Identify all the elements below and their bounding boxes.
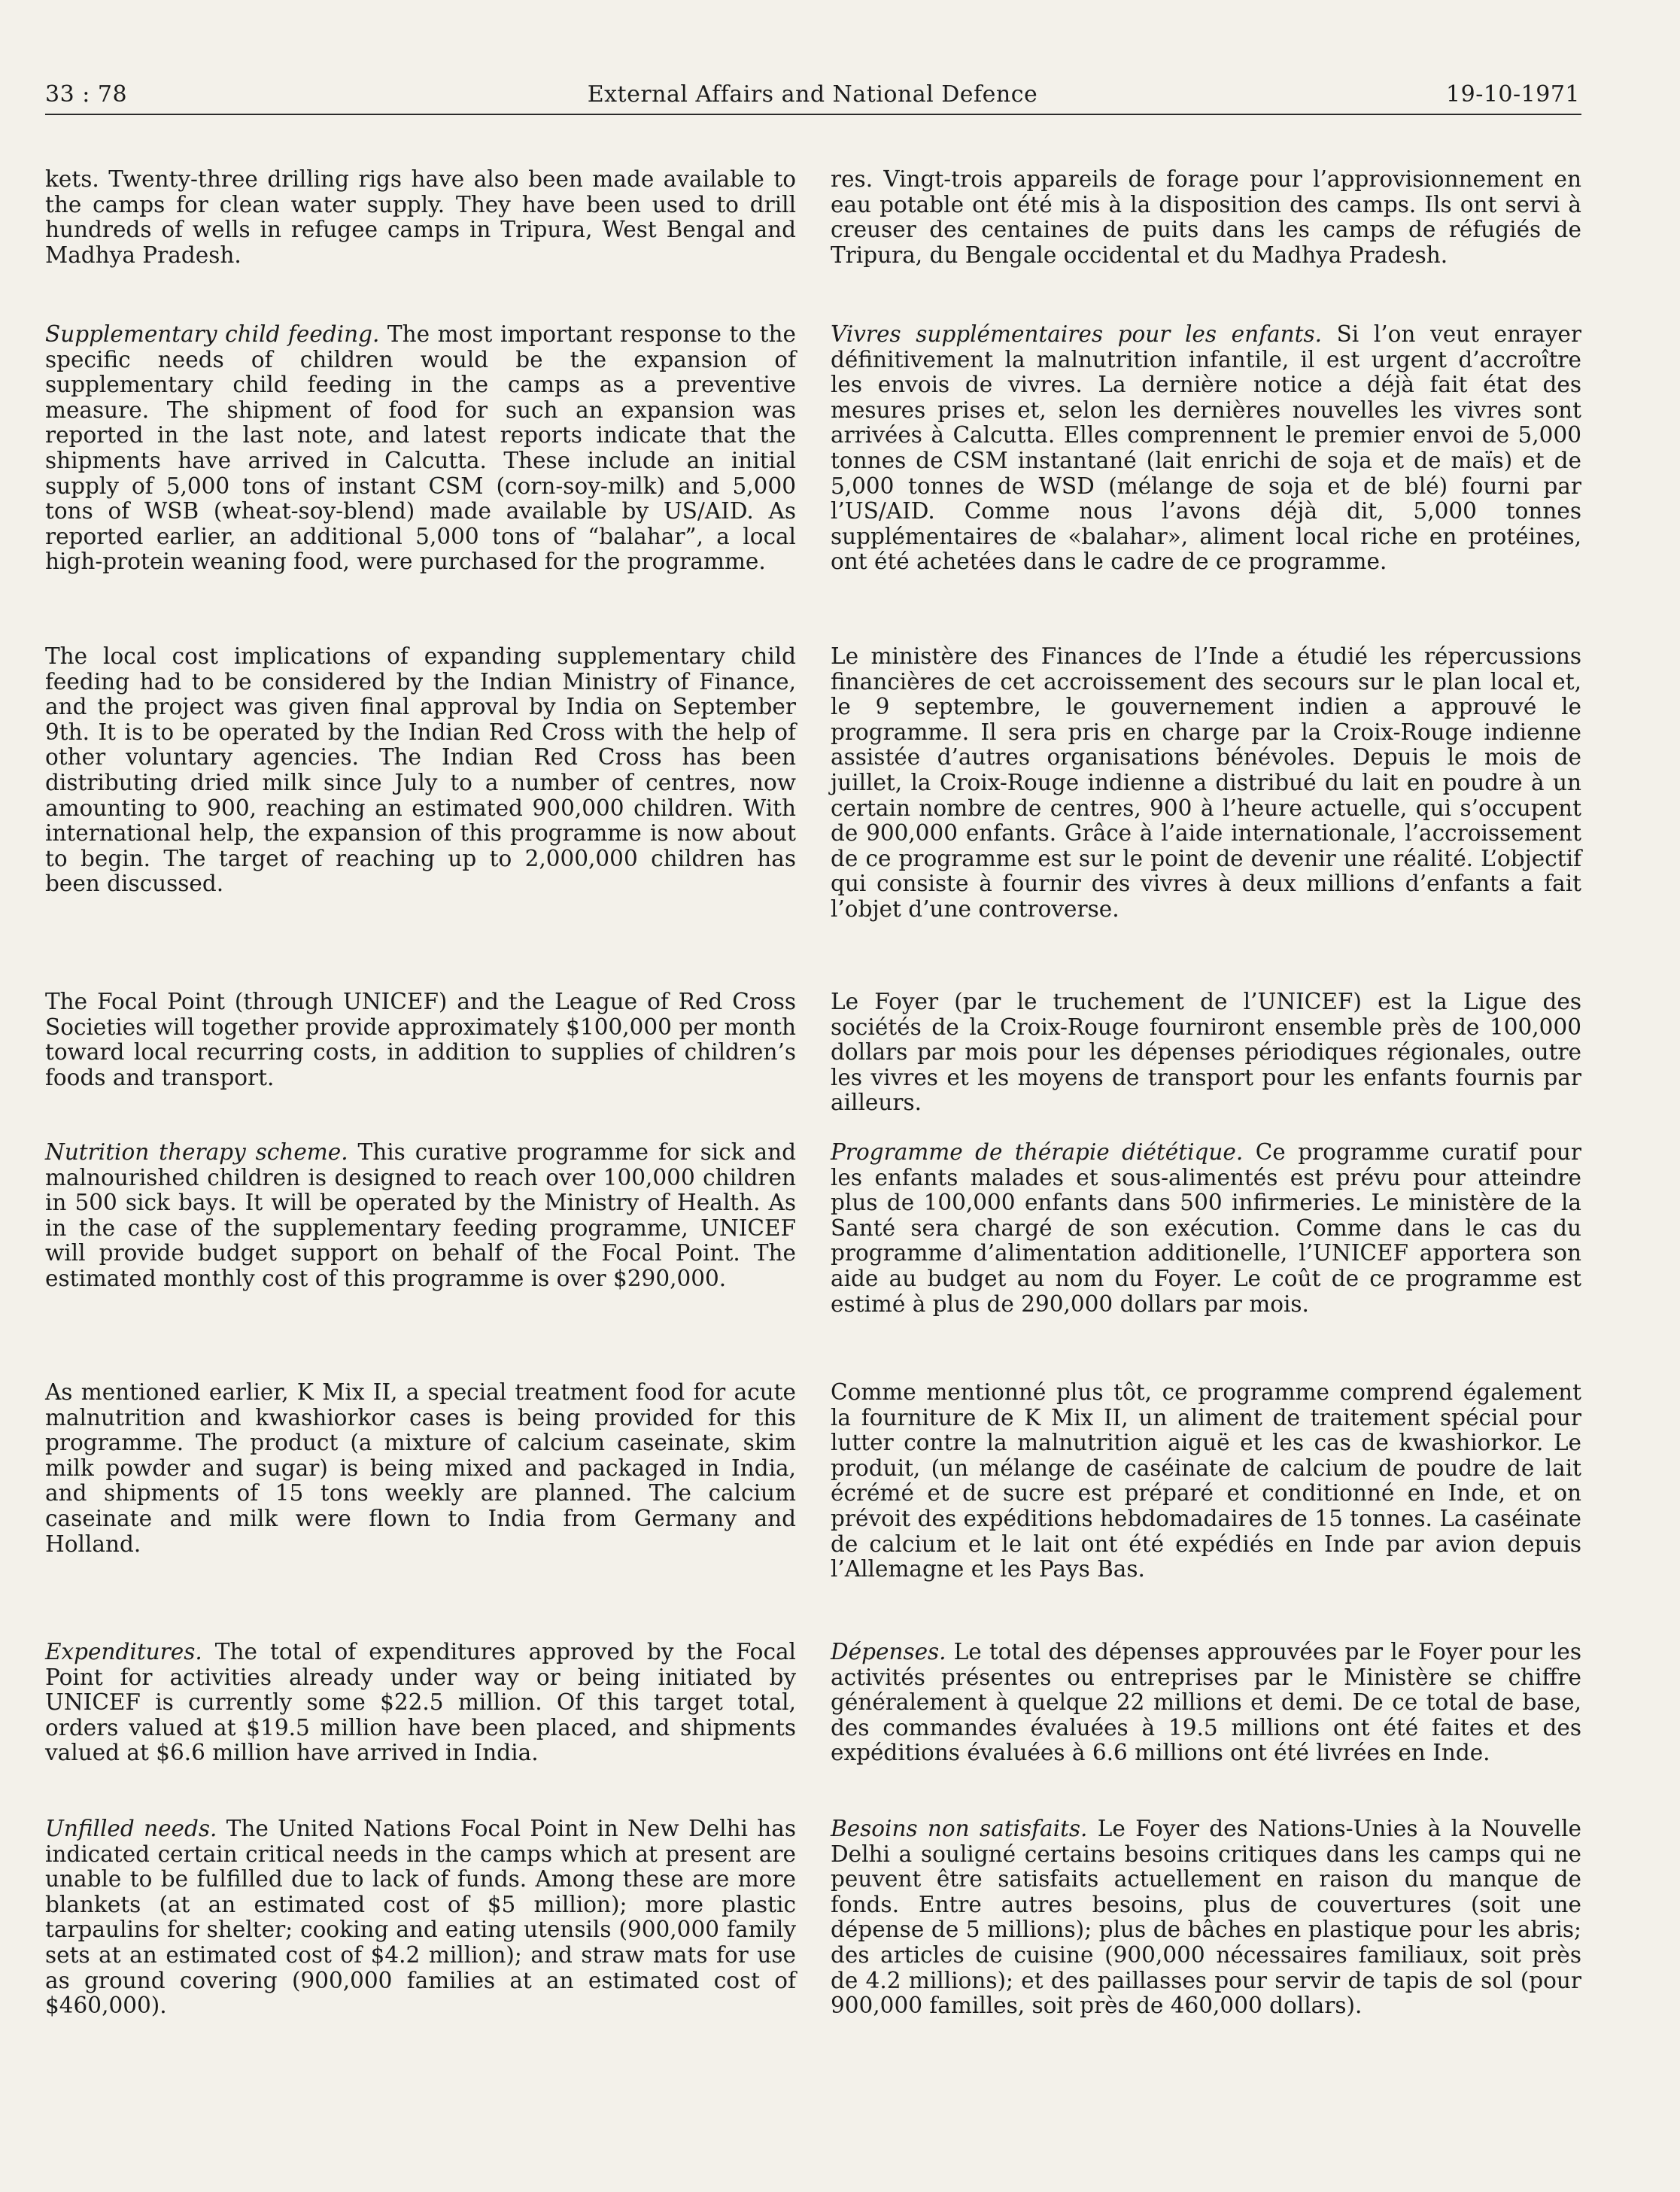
fr-paragraph-4 [831, 990, 1581, 1116]
fr-paragraph-1 [831, 167, 1581, 268]
en-paragraph-3 [45, 644, 796, 897]
fr-text-6: Comme mentionné plus tôt, ce programme comprend également la fourniture de K Mix II, un aliment de traitement spécial pour lutter contre la malnutrition aiguë et les cas de kwashiorkor. Le produit, (un mélange de caséinate de calcium de poudre de lait écrémé et de sucre est préparé et conditionné en Inde, et on prévoit des expéditions hebdomadaires de 15 tonnes. La caséinate de calcium et le lait ont été expédiés en Inde par avion depuis l’Allemagne et les Pays Bas. [831, 1379, 1581, 1582]
fr-text-5: Ce programme curatif pour les enfants malades et sous-alimentés est prévu pour atteindre plus de 100,000 enfants dans 500 infirmeries. Le ministère de la Santé sera chargé de son exécution. Comme dans le cas du programme d’alimentation additionelle, l’UNICEF apportera son aide au budget au nom du Foyer. Le coût de ce programme est estimé à plus de 290,000 dollars par mois. [831, 1139, 1581, 1317]
fr-heading-8: Besoins non satisfaits. [831, 1816, 1088, 1841]
en-heading-2: Supplementary child feeding. [45, 321, 380, 347]
fr-text-1: res. Vingt-trois appareils de forage pour l’approvisionnement en eau potable ont été mis à la disposition des camps. Ils ont servi à creuser des centaines de puits dans les camps de réfugiés de Tripura, du Bengale occidental et du Madhya Pradesh. [831, 166, 1581, 268]
en-text-5: This curative programme for sick and malnourished children is designed to reach over 100,000 children in 500 sick bays. It will be operated by the Ministry of Health. As in the case of the supplementary feeding programme, UNICEF will provide budget support on behalf of the Focal Point. The estimated monthly cost of this programme is over $290,000. [45, 1139, 796, 1291]
fr-text-4: Le Foyer (par le truchement de l’UNICEF) est la Ligue des sociétés de la Croix-Rouge fourniront ensemble près de 100,000 dollars par mois pour les dépenses périodiques régionales, outre les vivres et les moyens de transport pour les enfants fournis par ailleurs. [831, 989, 1581, 1116]
page-header [45, 81, 1580, 116]
fr-text-7: Le total des dépenses approuvées par le Foyer pour les activités présentes ou entreprises par le Ministère se chiffre généralement à quelque 22 millions et demi. De ce total de base, des commandes évaluées à 19.5 millions ont été faites et des expéditions évaluées à 6.6 millions ont été livrées en Inde. [831, 1639, 1581, 1766]
en-paragraph-6 [45, 1380, 796, 1557]
header-date: 19-10-1971 [1446, 81, 1580, 108]
fr-text-2: Si l’on veut enrayer définitivement la malnutrition infantile, il est urgent d’accroître les envois de vivres. La dernière notice a déjà fait état des mesures prises et, selon les dernières nouvelles les vivres sont arrivées à Calcutta. Elles comprennent le premier envoi de 5,000 tonnes de CSM instantané (lait enrichi de soja et de maïs) et de 5,000 tonnes de WSD (mélange de soja et de blé) fourni par l’US/AID. Comme nous l’avons déjà dit, 5,000 tonnes supplémentaires de «balahar», aliment local riche en protéines, ont été achetées dans le cadre de ce programme. [831, 321, 1581, 575]
fr-paragraph-3 [831, 644, 1581, 923]
fr-text-8: Le Foyer des Nations-Unies à la Nouvelle Delhi a souligné certains besoins critiques dans les camps qui ne peuvent être satisfaits actuellement en raison du manque de fonds. Entre autres besoins, plus de couvertures (soit une dépense de 5 millions); plus de bâches en plastique pour les abris; des articles de cuisine (900,000 nécessaires familiaux, soit près de 4.2 millions); et des paillasses pour servir de tapis de sol (pour 900,000 familles, soit près de 460,000 dollars). [831, 1816, 1581, 2019]
en-paragraph-5 [45, 1140, 796, 1292]
fr-heading-2: Vivres supplémentaires pour les enfants. [831, 321, 1322, 347]
en-text-8: The United Nations Focal Point in New Delhi has indicated certain critical needs in the camps which at present are unable to be fulfilled due to lack of funds. Among these are more blankets (at an estimated cost of $5 million); more plastic tarpaulins for shelter; cooking and eating utensils (900,000 family sets at an estimated cost of $4.2 million); and straw mats for use as ground covering (900,000 families at an estimated cost of $460,000). [45, 1816, 796, 2019]
fr-heading-5: Programme de thérapie diététique. [831, 1139, 1244, 1165]
en-paragraph-8 [45, 1817, 796, 2019]
page-reference: 33 : 78 [45, 81, 128, 108]
en-text-7: The total of expenditures approved by the Focal Point for activities already under way or being initiated by UNICEF is currently some $22.5 million. Of this target total, orders valued at $19.5 million have been placed, and shipments valued at $6.6 million have arrived in India. [45, 1639, 796, 1766]
header-rule [45, 114, 1581, 115]
en-heading-7: Expenditures. [45, 1639, 202, 1665]
fr-paragraph-2 [831, 322, 1581, 575]
en-paragraph-4 [45, 990, 796, 1090]
en-text-3: The local cost implications of expanding supplementary child feeding had to be considered by the Indian Ministry of Finance, and the project was given final approval by India on September 9th. It is to be operated by the Indian Red Cross with the help of other voluntary agencies. The Indian Red Cross has been distributing dried milk since July to a number of centres, now amounting to 900, reaching an estimated 900,000 children. With international help, the expansion of this programme is now about to begin. The target of reaching up to 2,000,000 children has been discussed. [45, 643, 796, 897]
running-title: External Affairs and National Defence [587, 81, 1038, 108]
en-paragraph-7 [45, 1640, 796, 1766]
en-paragraph-1 [45, 167, 796, 268]
fr-paragraph-7 [831, 1640, 1581, 1766]
en-text-4: The Focal Point (through UNICEF) and the League of Red Cross Societies will together provide approximately $100,000 per month toward local recurring costs, in addition to supplies of children’s foods and transport. [45, 989, 796, 1090]
en-text-2: The most important response to the specific needs of children would be the expansion of supplementary child feeding in the camps as a preventive measure. The shipment of food for such an expansion was reported in the last note, and latest reports indicate that the shipments have arrived in Calcutta. These include an initial supply of 5,000 tons of instant CSM (corn-soy-milk) and 5,000 tons of WSB (wheat-soy-blend) made available by US/AID. As reported earlier, an additional 5,000 tons of “balahar”, a local high-protein weaning food, were purchased for the programme. [45, 321, 796, 575]
fr-paragraph-5 [831, 1140, 1581, 1317]
fr-text-3: Le ministère des Finances de l’Inde a étudié les répercussions financières de cet accroissement des secours sur le plan local et, le 9 septembre, le gouvernement indien a approuvé le programme. Il sera pris en charge par la Croix-Rouge indienne assistée d’autres organisations bénévoles. Depuis le mois de juillet, la Croix-Rouge indienne a distribué du lait en poudre à un certain nombre de centres, 900 à l’heure actuelle, qui s’occupent de 900,000 enfants. Grâce à l’aide internationale, l’accroissement de ce programme est sur le point de devenir une réalité. L’objectif qui consiste à fournir des vivres à deux millions d’enfants a fait l’objet d’une controverse. [831, 643, 1581, 922]
en-text-6: As mentioned earlier, K Mix II, a special treatment food for acute malnutrition and kwashiorkor cases is being provided for this programme. The product (a mixture of calcium caseinate, skim milk powder and sugar) is being mixed and packaged in India, and shipments of 15 tons weekly are planned. The calcium caseinate and milk were flown to India from Germany and Holland. [45, 1379, 796, 1557]
fr-heading-7: Dépenses. [831, 1639, 946, 1665]
en-heading-8: Unfilled needs. [45, 1816, 217, 1841]
en-paragraph-2 [45, 322, 796, 575]
en-text-1: kets. Twenty-three drilling rigs have also been made available to the camps for clean water supply. They have been used to drill hundreds of wells in refugee camps in Tripura, West Bengal and Madhya Pradesh. [45, 166, 796, 268]
en-heading-5: Nutrition therapy scheme. [45, 1139, 348, 1165]
fr-paragraph-8 [831, 1817, 1581, 2019]
fr-paragraph-6 [831, 1380, 1581, 1582]
